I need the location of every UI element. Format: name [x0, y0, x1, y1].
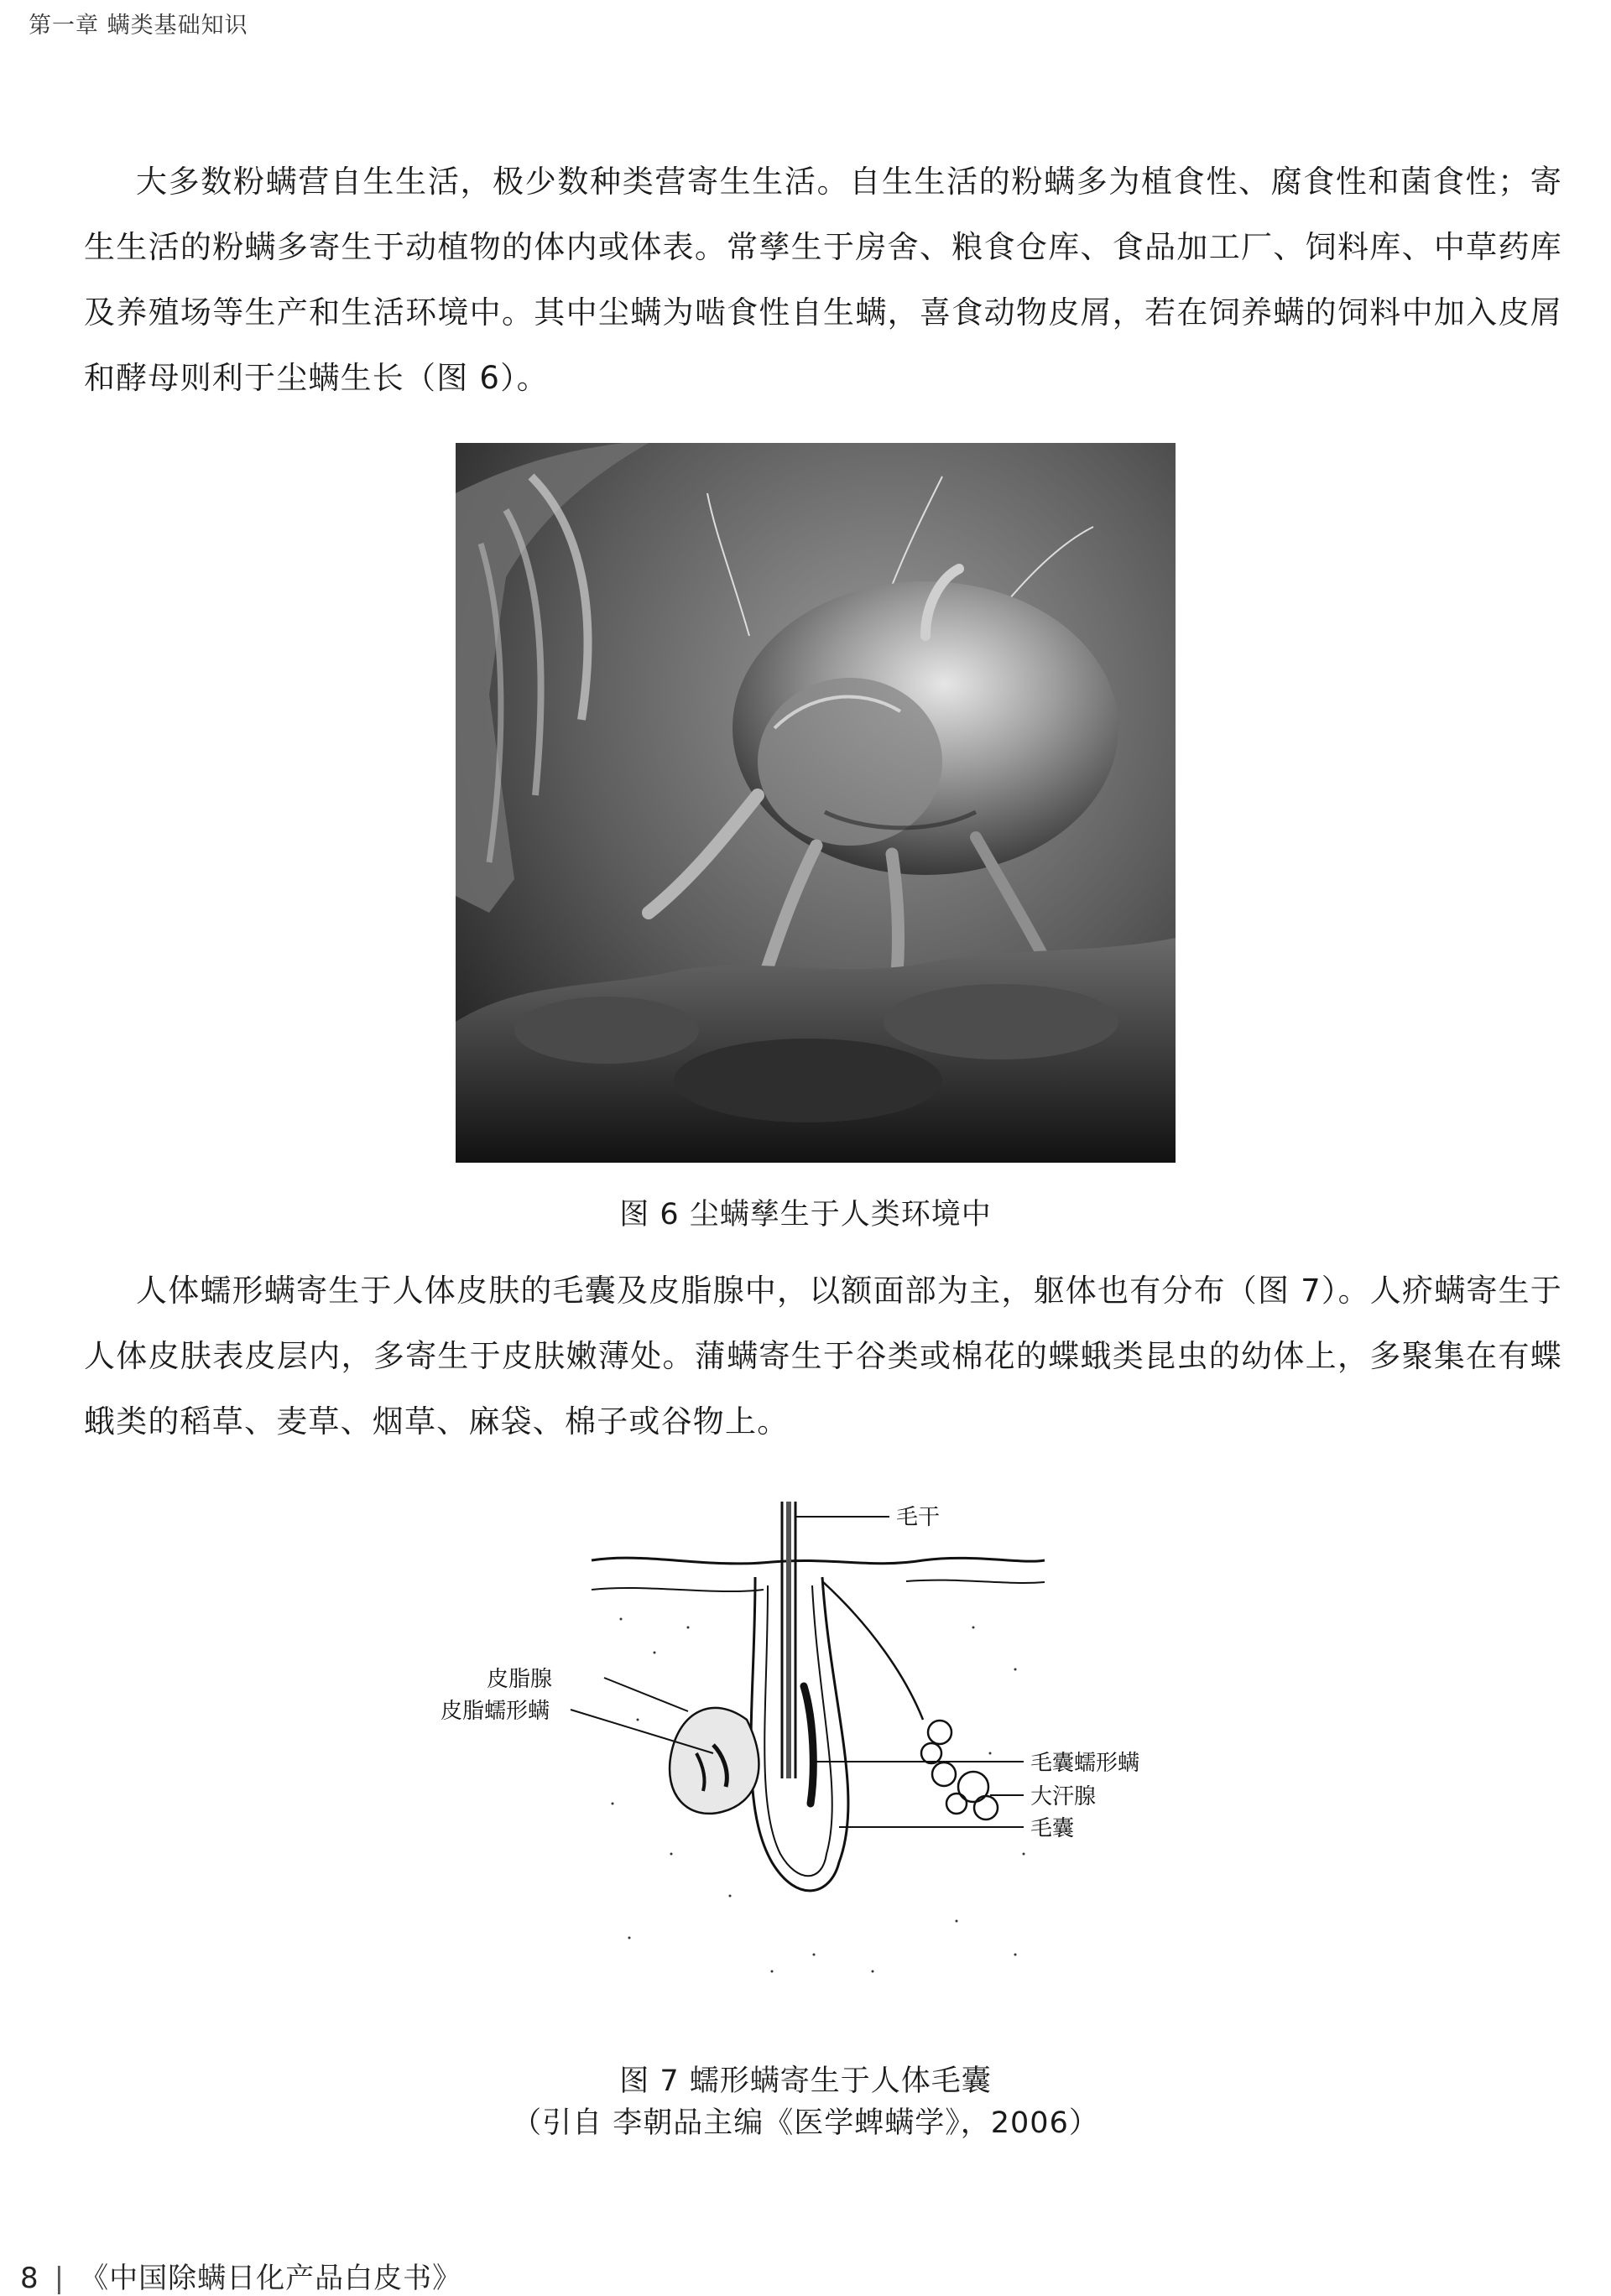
label-sweat-gland: 大汗腺 — [1030, 1784, 1097, 1809]
figure-6-dust-mite-image — [456, 443, 1176, 1163]
page-number: 8 — [20, 2262, 39, 2295]
figure-7-caption: 图 7 蠕形螨寄生于人体毛囊 — [619, 2064, 992, 2098]
figure-6-caption: 图 6 尘螨孳生于人类环境中 — [619, 1198, 992, 1231]
paragraph-2: 人体蠕形螨寄生于人体皮肤的毛囊及皮脂腺中，以额面部为主，躯体也有分布（图 7）。人疥螨寄生于人体皮肤表皮层内，多寄生于皮肤嫩薄处。蒲螨寄生于谷类或棉花的蝶蛾类昆虫的幼体上，多聚集在有蝶蛾类的稻草、麦草、烟草、麻袋、棉子或谷物上。 — [84, 1273, 1562, 1440]
label-sebaceous-demodex: 皮脂蠕形螨 — [441, 1699, 550, 1724]
label-follicle: 毛囊 — [1030, 1816, 1075, 1841]
chapter-header: 第一章 螨类基础知识 — [29, 13, 248, 39]
label-sebaceous-gland: 皮脂腺 — [487, 1667, 553, 1692]
figure-7-source: （引自 李朝品主编《医学蜱螨学》，2006） — [512, 2106, 1099, 2140]
label-hair-shaft: 毛干 — [896, 1505, 941, 1530]
label-follicle-demodex: 毛囊蠕形螨 — [1030, 1751, 1140, 1776]
paragraph-1: 大多数粉螨营自生生活，极少数种类营寄生生活。自生生活的粉螨多为植食性、腐食性和菌食性；寄生生活的粉螨多寄生于动植物的体内或体表。常孳生于房舍、粮食仓库、食品加工厂、饲料库、中草药库及养殖场等生产和生活环境中。其中尘螨为啮食性自生螨，喜食动物皮屑，若在饲养螨的饲料中加入皮屑和酵母则利于尘螨生长（图 6）。 — [84, 164, 1562, 396]
page-footer — [20, 2255, 461, 2296]
footer-separator: | — [54, 2262, 65, 2295]
figure-7-hair-follicle-diagram — [436, 1502, 1191, 2022]
book-title: 《中国除螨日化产品白皮书》 — [80, 2262, 462, 2295]
